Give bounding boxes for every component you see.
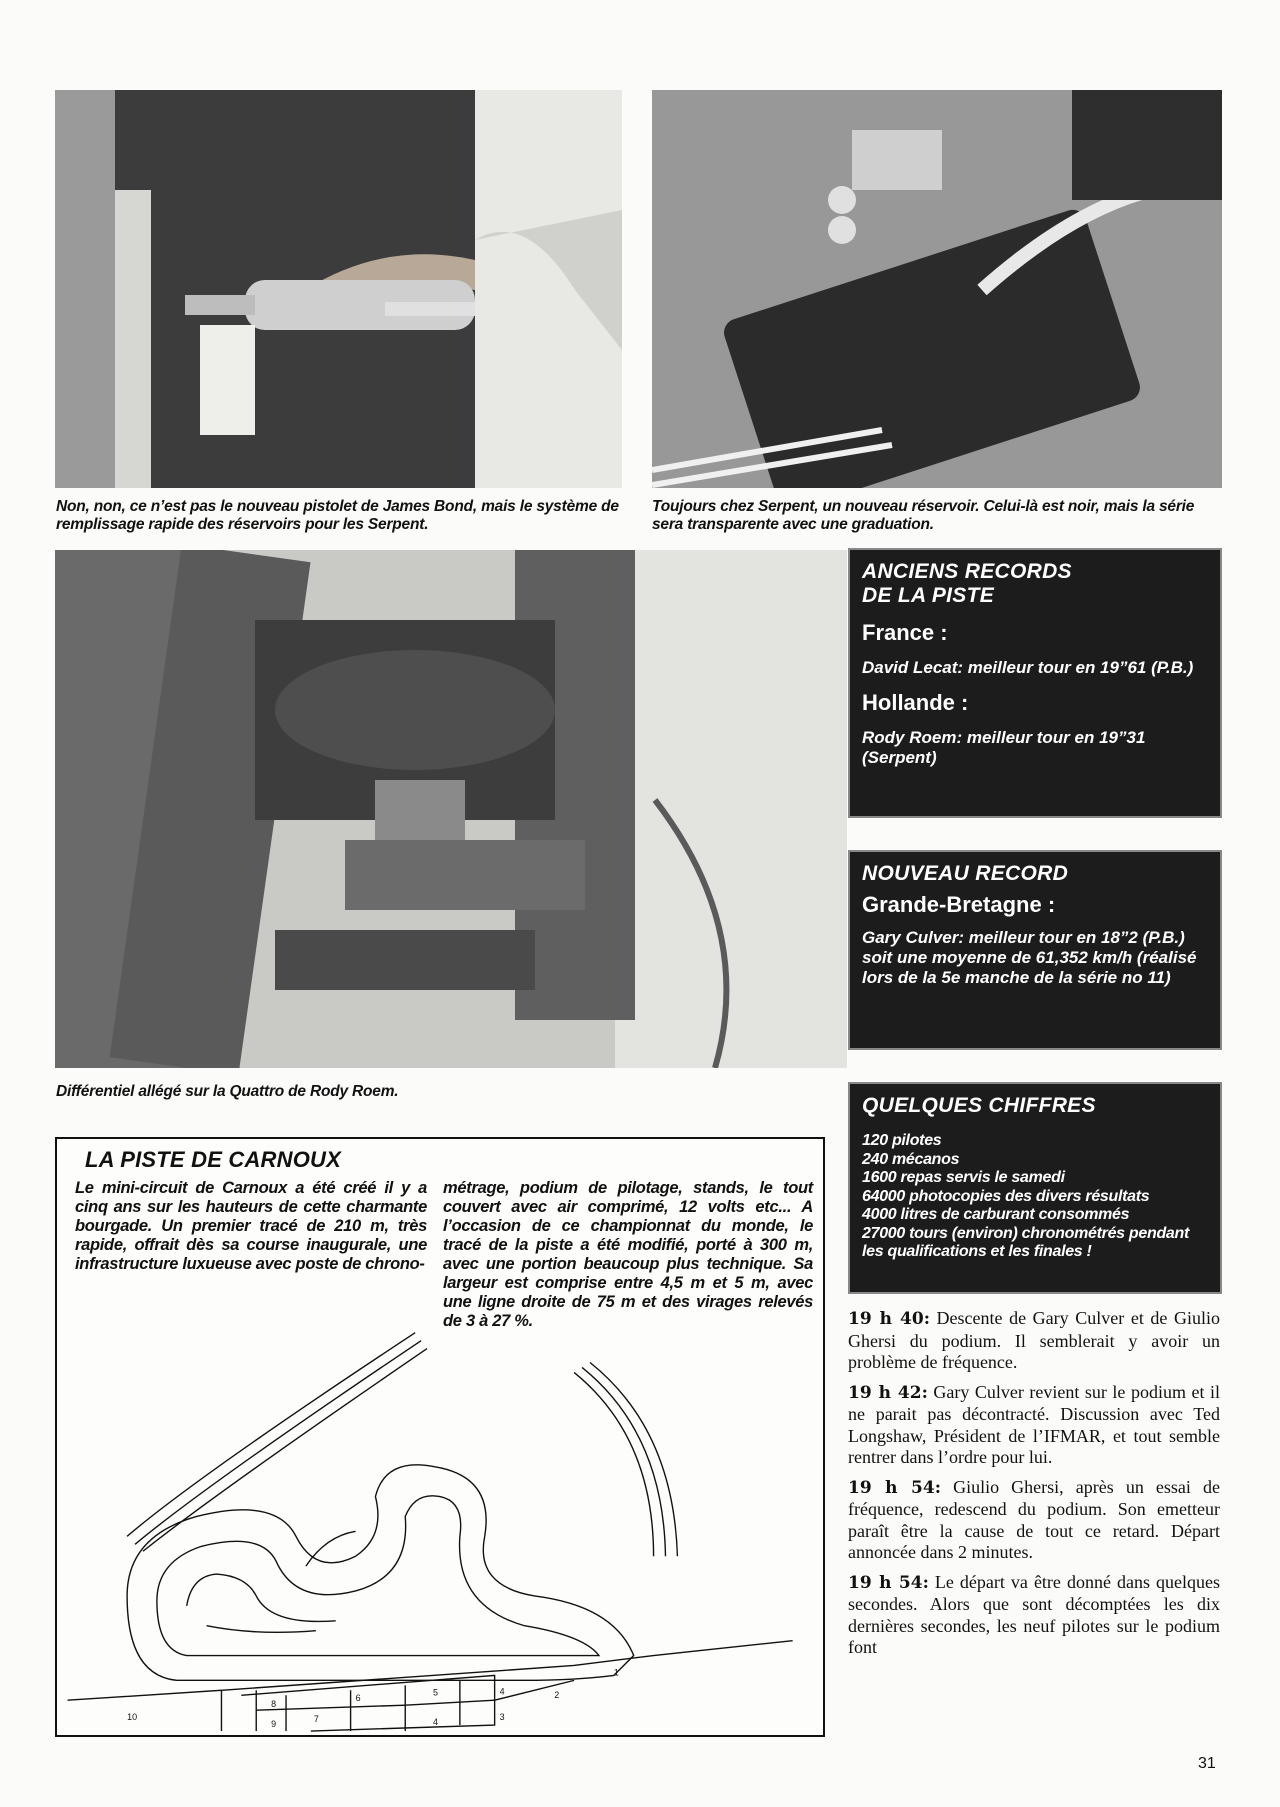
map-label: 8 [271, 1699, 277, 1710]
chiffres-item: 240 mécanos [862, 1150, 960, 1168]
anciens-records-title-1: ANCIENS RECORDS [862, 560, 1072, 583]
nouveau-record-title: NOUVEAU RECORD [862, 862, 1069, 885]
timeline-time: 19 h 54: [848, 1477, 941, 1498]
timeline-text: Le départ va être donné dans quelques secondes. Alors que sont décomptées les dix dernières secondes, les neuf pilotes sur le podium font [848, 1571, 1220, 1657]
nouveau-record-country: Grande-Bretagne : [862, 892, 1056, 917]
nouveau-record-text: Gary Culver: meilleur tour en 18”2 (P.B.) soit une moyenne de 61,352 km/h (réalisé lors de la 5e manche de la série no 11) [862, 928, 1197, 987]
photo-refuel-gun [55, 90, 622, 488]
timeline-time: 19 h 54: [848, 1572, 929, 1593]
timeline-entry [848, 1308, 1220, 1374]
map-label: 1 [613, 1667, 619, 1678]
timeline-time: 19 h 42: [848, 1382, 928, 1403]
timeline-entry [848, 1572, 1220, 1659]
quelques-chiffres-title: QUELQUES CHIFFRES [862, 1094, 1096, 1117]
chiffres-item: 120 pilotes [862, 1132, 942, 1149]
record-country-hollande: Hollande : [862, 690, 969, 715]
timeline-entry [848, 1477, 1220, 1564]
chiffres-item: 1600 repas servis le samedi [862, 1169, 1065, 1186]
map-label: 10 [127, 1712, 138, 1723]
piste-box [55, 1137, 825, 1737]
timeline-time: 19 h 40: [848, 1309, 930, 1329]
differential-illustration [55, 550, 847, 1068]
timeline-text: Descente de Gary Culver et de Giulio Ghersi du podium. Il semblerait y avoir un problème de fréquence. [848, 1308, 1220, 1372]
anciens-records-title-2: DE LA PISTE [862, 584, 995, 607]
timeline-column [848, 1308, 1220, 1667]
refuel-gun-illustration [55, 90, 622, 488]
map-label: 9 [271, 1719, 277, 1730]
caption-differential: Différentiel allégé sur la Quattro de Rody Roem. [56, 1083, 399, 1100]
photo-differential [55, 550, 847, 1068]
piste-title: LA PISTE DE CARNOUX [85, 1147, 342, 1172]
map-label: 2 [554, 1690, 560, 1701]
page-number: 31 [1198, 1755, 1216, 1772]
chiffres-item: 27000 tours (environ) chronométrés pendant les qualifications et les finales ! [862, 1224, 1190, 1260]
map-label: 6 [355, 1693, 361, 1704]
chiffres-item: 4000 litres de carburant consommés [862, 1206, 1130, 1223]
record-text-france: David Lecat: meilleur tour en 19”61 (P.B.) [862, 658, 1194, 677]
quelques-chiffres-box [848, 1082, 1222, 1294]
map-label: 4 [433, 1717, 439, 1728]
chiffres-item: 64000 photocopies des divers résultats [862, 1187, 1150, 1205]
piste-col-1: Le mini-circuit de Carnoux a été créé il y a cinq ans sur les hauteurs de cette charmante bourgade. Un premier tracé de 210 m, très rapide, offrait dès sa course inaugurale, une infrastructure luxueuse avec poste de chrono- [75, 1179, 427, 1273]
timeline-text: Gary Culver revient sur le podium et il ne parait pas décontracté. Discussion avec Ted Longshaw, Président de l’IFMAR, et tout semble rentrer dans l’ordre pour lui. [848, 1381, 1220, 1467]
caption-refuel-gun: Non, non, ce n’est pas le nouveau pistolet de James Bond, mais le système de remplissage rapide des réservoirs pour les Serpent. [56, 498, 619, 533]
timeline-entry [848, 1382, 1220, 1469]
timeline-text: Giulio Ghersi, après un essai de fréquence, redescend du podium. Son emetteur paraît être la cause de tout ce retard. Départ annoncée dans 2 minutes. [848, 1476, 1220, 1562]
piste-col-2: métrage, podium de pilotage, stands, le tout couvert avec air comprimé, 12 volts etc... A l’occasion de ce championnat du monde, le tracé de la piste a été modifié, porté à 300 m, avec une portion beaucoup plus technique. Sa largeur est comprise entre 4,5 m et 5 m, avec une ligne droite de 75 m et des virages relevés de 3 à 27 %. [443, 1179, 813, 1330]
map-label: 4 [499, 1686, 505, 1697]
caption-fuel-tank: Toujours chez Serpent, un nouveau réservoir. Celui-là est noir, mais la série sera transparente avec une graduation. [652, 498, 1195, 533]
chiffres-list [862, 1132, 1206, 1262]
map-label: 7 [313, 1714, 319, 1725]
nouveau-record-box [848, 850, 1222, 1050]
photo-fuel-tank [652, 90, 1222, 488]
record-text-hollande: Rody Roem: meilleur tour en 19”31 (Serpent) [862, 728, 1146, 767]
map-label: 3 [499, 1712, 505, 1723]
track-map [57, 1139, 823, 1735]
map-label: 5 [433, 1687, 439, 1698]
fuel-tank-illustration [652, 90, 1222, 488]
record-country-france: France : [862, 620, 948, 645]
anciens-records-box [848, 548, 1222, 818]
